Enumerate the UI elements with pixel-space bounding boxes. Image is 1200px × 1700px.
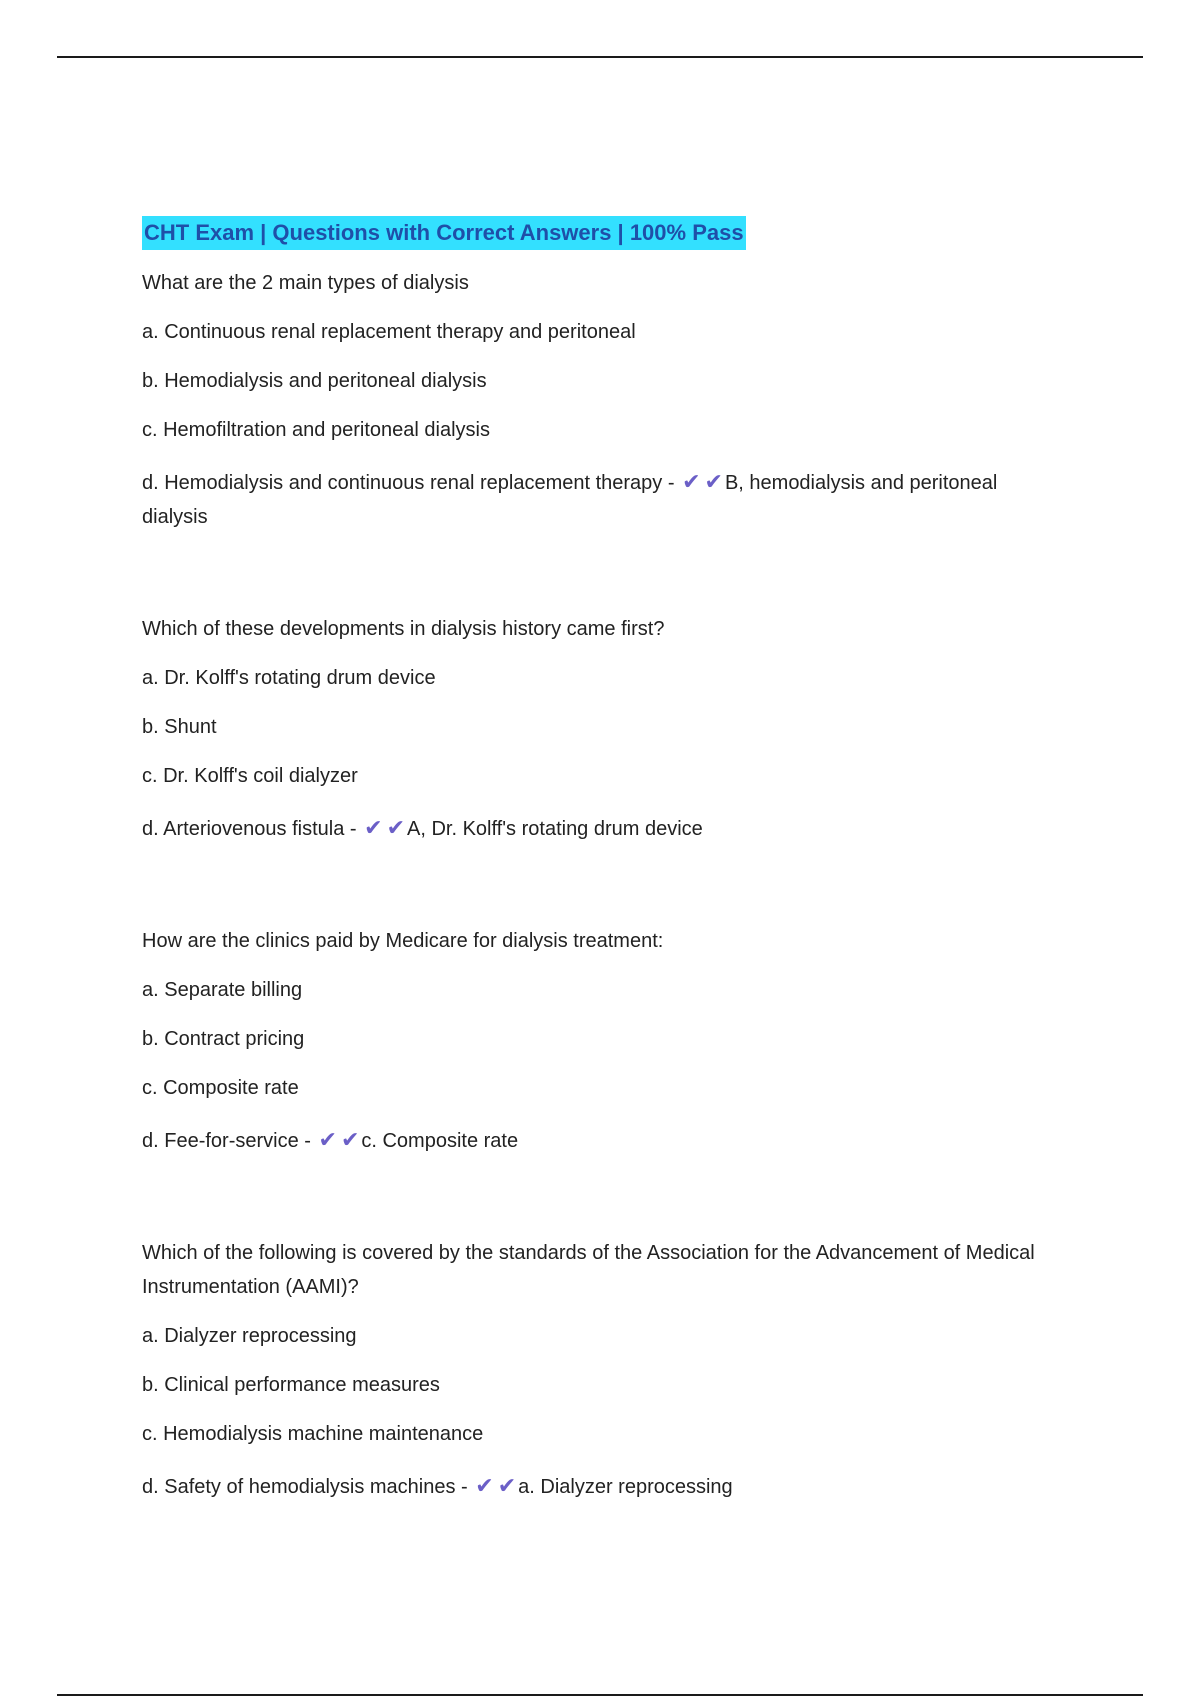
checkmark-icon: ✔ <box>704 469 723 494</box>
option-d-with-answer <box>142 811 1062 846</box>
option-c: c. Dr. Kolff's coil dialyzer <box>142 765 358 787</box>
question-text: How are the clinics paid by Medicare for dialysis treatment: <box>142 930 664 952</box>
question-block-1 <box>142 266 1062 534</box>
question-spacer <box>142 846 1062 908</box>
top-rule <box>57 56 1143 58</box>
question-block-3 <box>142 924 1062 1158</box>
option-d: d. Fee-for-service - <box>142 1130 311 1152</box>
option-b: b. Hemodialysis and peritoneal dialysis <box>142 370 487 392</box>
option-d-with-answer <box>142 465 1062 534</box>
answer-text: B, hemodialysis and peritoneal dialysis <box>142 472 998 528</box>
answer-text: c. Composite rate <box>361 1130 519 1152</box>
option-d: d. Arteriovenous fistula - <box>142 818 357 840</box>
option-c: c. Hemodialysis machine maintenance <box>142 1423 484 1445</box>
option-b: b. Contract pricing <box>142 1028 305 1050</box>
question-spacer <box>142 1158 1062 1220</box>
question-text: What are the 2 main types of dialysis <box>142 272 469 294</box>
document-title: CHT Exam | Questions with Correct Answers | 100% Pass <box>142 216 746 250</box>
checkmark-icon: ✔ <box>364 815 383 840</box>
question-spacer <box>142 534 1062 596</box>
option-d-with-answer <box>142 1123 1062 1158</box>
checkmark-icon: ✔ <box>318 1127 337 1152</box>
option-d: d. Hemodialysis and continuous renal replacement therapy - <box>142 472 675 494</box>
option-d: d. Safety of hemodialysis machines - <box>142 1476 468 1498</box>
answer-text: a. Dialyzer reprocessing <box>518 1476 733 1498</box>
checkmark-icon: ✔ <box>340 1127 360 1152</box>
checkmark-icon: ✔ <box>497 1473 517 1498</box>
question-block-4 <box>142 1236 1062 1504</box>
checkmark-icon: ✔ <box>386 815 405 840</box>
option-a: a. Continuous renal replacement therapy and peritoneal <box>142 321 636 343</box>
option-a: a. Dr. Kolff's rotating drum device <box>142 667 436 689</box>
question-text: Which of the following is covered by the standards of the Association for the Advancement of Medical Instrumentation (AAMI)? <box>142 1242 1035 1298</box>
checkmark-icon: ✔ <box>682 469 701 494</box>
option-a: a. Separate billing <box>142 979 303 1001</box>
option-d-with-answer <box>142 1469 1062 1504</box>
option-c: c. Hemofiltration and peritoneal dialysis <box>142 419 490 441</box>
option-c: c. Composite rate <box>142 1077 299 1099</box>
bottom-rule <box>57 1694 1143 1696</box>
checkmark-icon: ✔ <box>475 1473 494 1498</box>
option-b: b. Clinical performance measures <box>142 1374 440 1396</box>
answer-text: A, Dr. Kolff's rotating drum device <box>407 818 703 840</box>
option-a: a. Dialyzer reprocessing <box>142 1325 357 1347</box>
document-body <box>142 216 1062 1504</box>
question-block-2 <box>142 612 1062 846</box>
option-b: b. Shunt <box>142 716 217 738</box>
question-text: Which of these developments in dialysis history came first? <box>142 618 665 640</box>
